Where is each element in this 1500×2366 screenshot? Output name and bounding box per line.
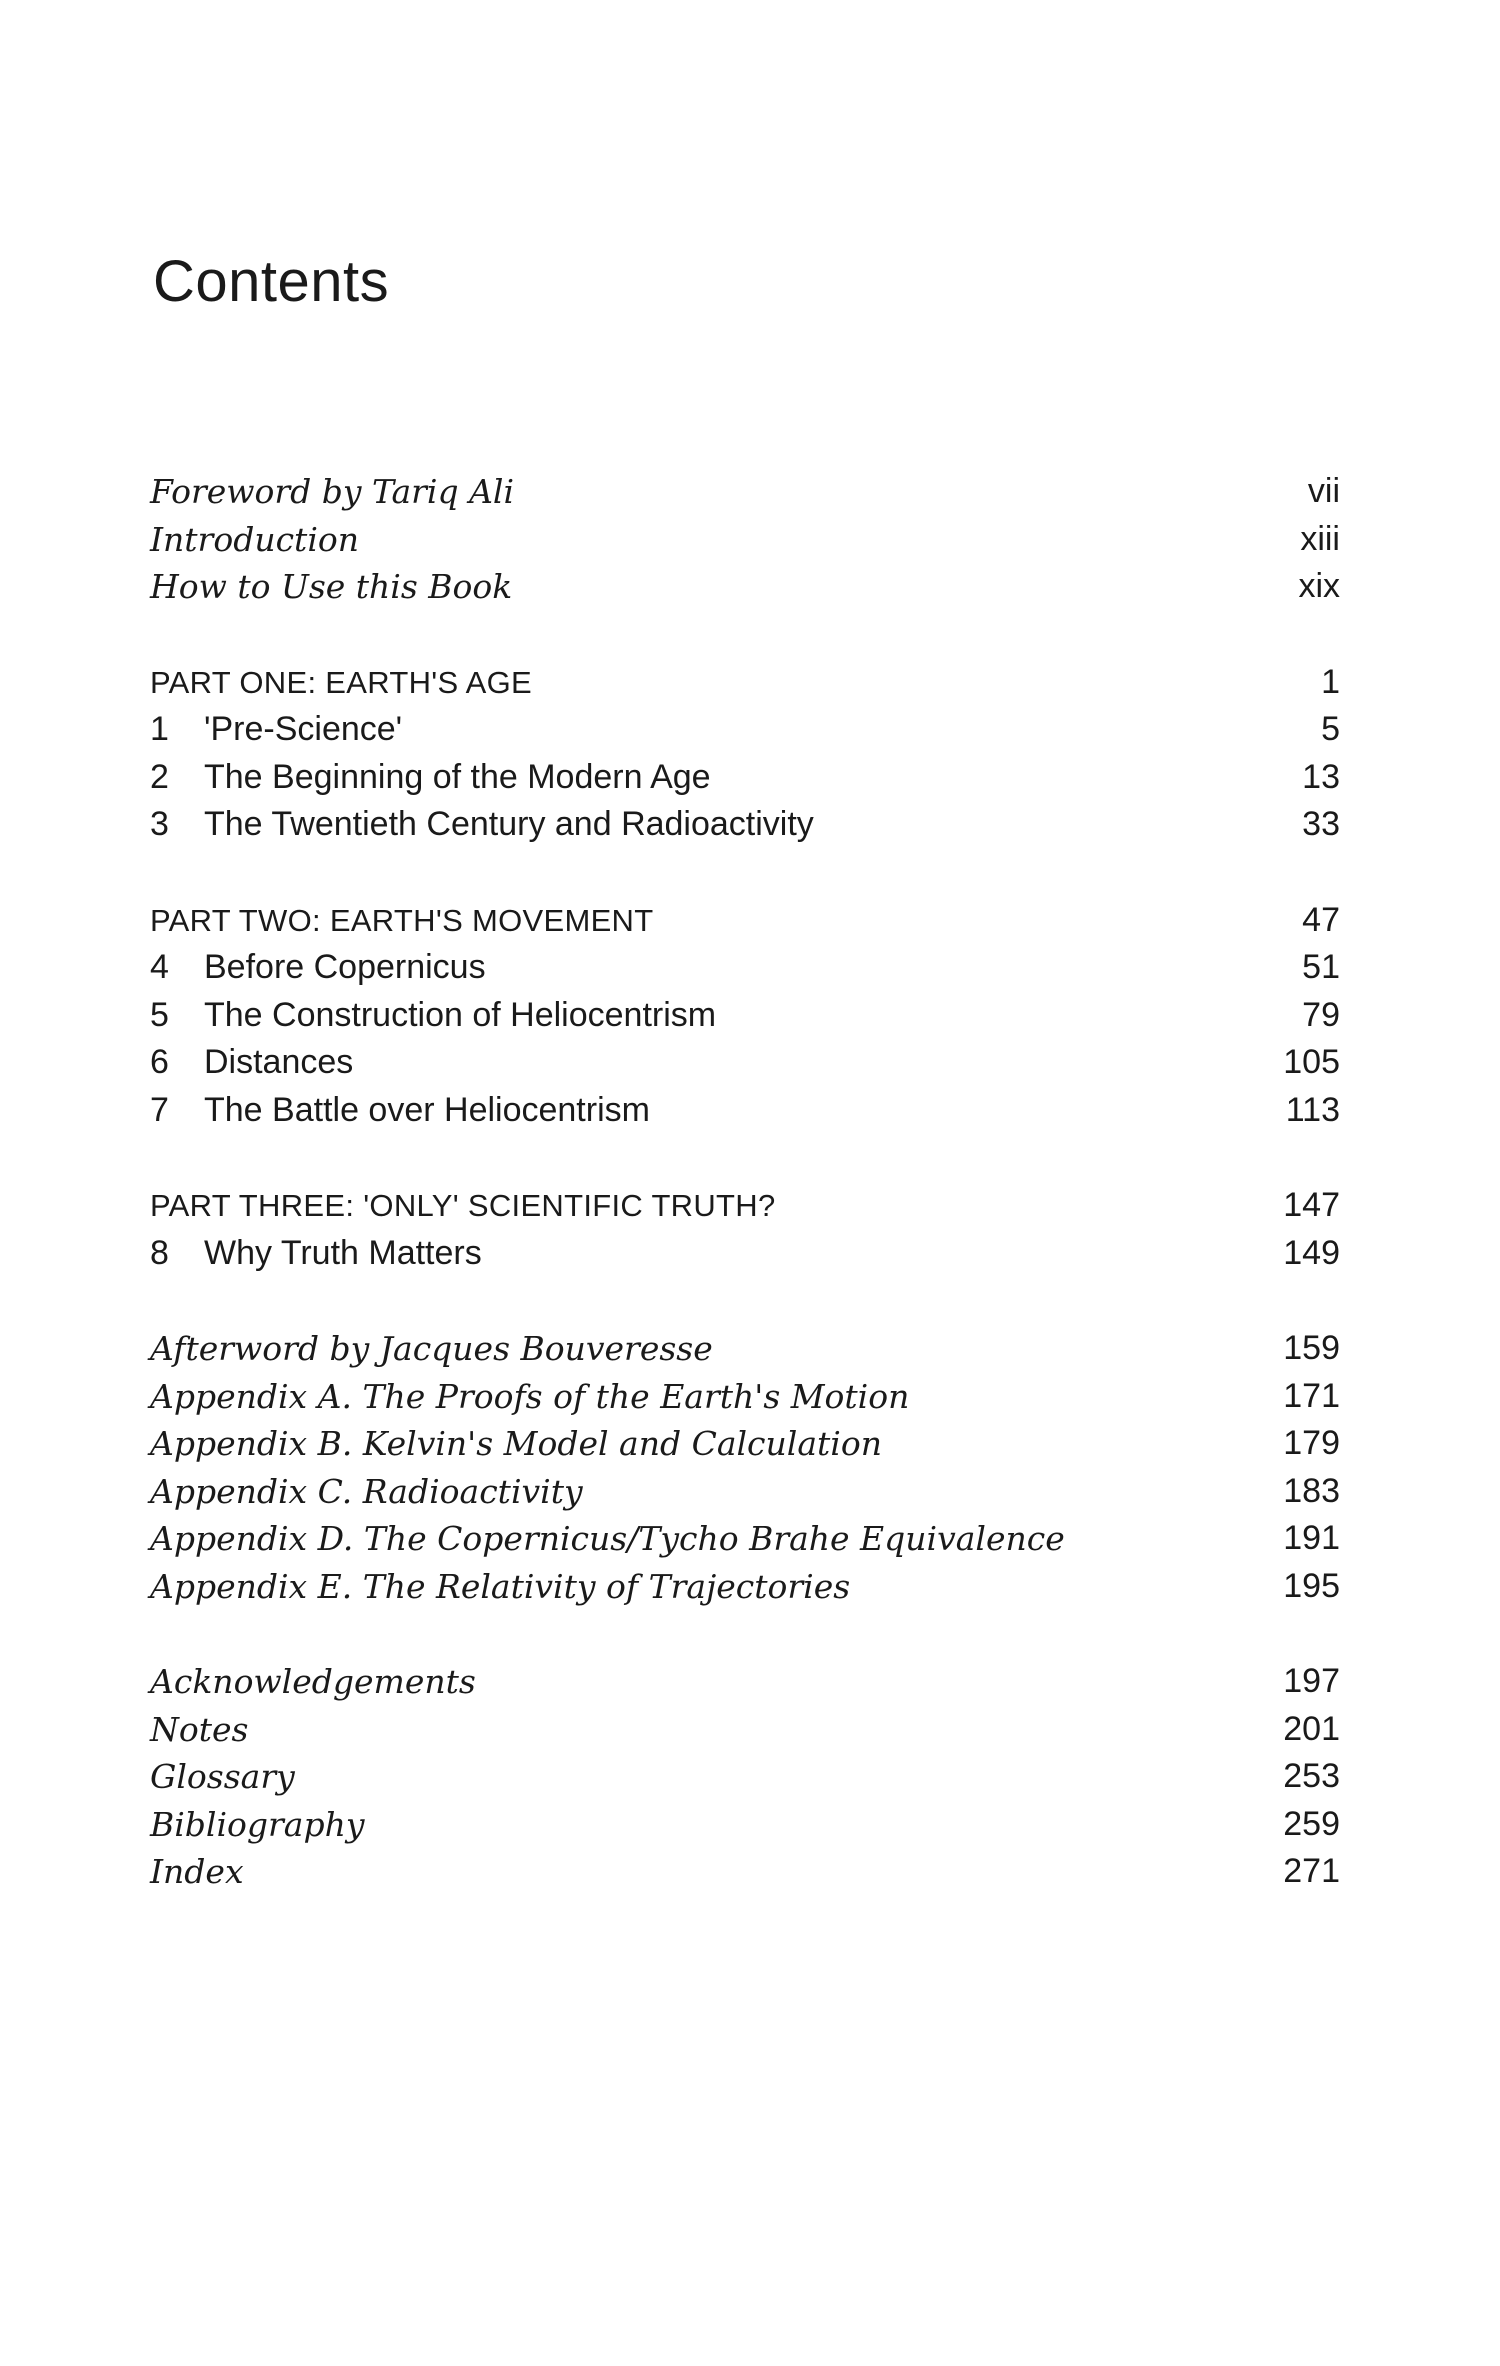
toc-entry-label: Index <box>150 1852 244 1891</box>
chapter-number: 1 <box>150 710 169 748</box>
toc-part-heading <box>150 1182 1340 1230</box>
toc-entry <box>150 563 1340 611</box>
chapter-number: 8 <box>150 1233 169 1272</box>
toc-entry <box>150 706 1340 754</box>
toc-entry-title <box>150 1468 583 1516</box>
page-number: 197 <box>1283 1662 1340 1700</box>
toc-entry-title <box>150 1230 482 1278</box>
page-number: 13 <box>1302 757 1340 796</box>
toc-entry <box>150 801 1340 849</box>
toc-part-heading <box>150 897 1340 945</box>
page-number: 5 <box>1321 710 1340 748</box>
chapter-number: 5 <box>150 995 169 1034</box>
toc-entry-title <box>150 944 486 992</box>
chapter-number: 6 <box>150 1043 169 1081</box>
page-title: Contents <box>153 249 390 314</box>
toc-entry <box>150 944 1340 992</box>
toc-entry-title <box>150 897 653 945</box>
toc-entry-title <box>150 1420 882 1468</box>
toc-entry-label: PART TWO: EARTH'S MOVEMENT <box>150 902 654 938</box>
toc-entry-label: Introduction <box>150 519 359 559</box>
toc-entry <box>150 1325 1340 1373</box>
toc-entry-title <box>150 1515 1065 1563</box>
page-number: 105 <box>1283 1043 1340 1081</box>
toc-entry-label: Appendix E. The Relativity of Trajectories <box>150 1566 851 1606</box>
toc-entry-title <box>150 516 359 564</box>
page-number: 1 <box>1321 662 1340 701</box>
chapter-number: 4 <box>150 948 169 986</box>
toc-entry-title <box>150 1706 248 1754</box>
toc-entry-label: The Twentieth Century and Radioactivity <box>204 805 814 843</box>
page-number: 183 <box>1283 1471 1340 1510</box>
page-number: 79 <box>1302 995 1340 1034</box>
page-number: 179 <box>1283 1424 1340 1462</box>
page-number: 195 <box>1283 1566 1340 1605</box>
toc-entry <box>150 992 1340 1040</box>
toc-entry <box>150 1706 1340 1754</box>
toc-entry-title <box>150 1325 713 1373</box>
toc-entry-label: Afterword by Jacques Bouveresse <box>150 1329 713 1368</box>
toc-entry <box>150 516 1340 564</box>
toc-entry <box>150 468 1340 516</box>
page-number: vii <box>1307 472 1340 510</box>
toc-entry-title <box>150 1753 295 1801</box>
toc-section <box>150 1325 1340 1610</box>
page-number: 159 <box>1283 1329 1340 1367</box>
toc-entry-label: Appendix A. The Proofs of the Earth's Motion <box>150 1376 910 1416</box>
toc-entry-label: PART THREE: 'ONLY' SCIENTIFIC TRUTH? <box>150 1188 776 1223</box>
toc-entry-label: Why Truth Matters <box>204 1233 482 1272</box>
toc-entry <box>150 1087 1340 1135</box>
toc-entry <box>150 1420 1340 1468</box>
toc-entry <box>150 1468 1340 1516</box>
page-number: 51 <box>1302 948 1340 986</box>
toc-entry-title <box>150 1658 476 1706</box>
toc-entry-title <box>150 468 514 516</box>
toc-entry-label: Glossary <box>150 1757 295 1796</box>
toc-entry-label: Distances <box>204 1043 354 1081</box>
page-number: 171 <box>1283 1376 1340 1415</box>
toc-entry-title <box>150 992 716 1040</box>
page-number: 33 <box>1302 805 1340 843</box>
toc-entry-label: Bibliography <box>150 1804 365 1844</box>
toc-entry-title <box>150 1848 244 1896</box>
toc-entry <box>150 1801 1340 1849</box>
toc-section <box>150 897 1340 1135</box>
toc-entry-label: Foreword by Tariq Ali <box>150 472 515 511</box>
toc-entry-label: 'Pre-Science' <box>204 710 403 748</box>
page-number: xix <box>1298 567 1340 605</box>
toc-entry-title <box>150 563 512 611</box>
toc-entry-label: Appendix B. Kelvin's Model and Calculation <box>150 1424 882 1463</box>
chapter-number: 3 <box>150 805 169 843</box>
toc-entry-label: The Construction of Heliocentrism <box>204 995 717 1034</box>
page-number: 191 <box>1283 1519 1340 1557</box>
table-of-contents <box>150 468 1340 1944</box>
toc-entry <box>150 1658 1340 1706</box>
toc-entry-label: Appendix C. Radioactivity <box>150 1471 583 1511</box>
page-number: 47 <box>1302 900 1340 939</box>
toc-entry-label: PART ONE: EARTH'S AGE <box>150 664 533 700</box>
toc-part-heading <box>150 659 1340 707</box>
page-number: 113 <box>1285 1090 1340 1129</box>
toc-entry-label: The Battle over Heliocentrism <box>204 1090 650 1129</box>
chapter-number: 7 <box>150 1090 169 1129</box>
toc-entry-label: How to Use this Book <box>150 567 513 606</box>
page-number: 147 <box>1283 1186 1340 1224</box>
chapter-number: 2 <box>150 757 169 796</box>
toc-entry-title <box>150 1373 909 1421</box>
page-number: 253 <box>1283 1757 1340 1795</box>
toc-entry-title <box>150 1801 365 1849</box>
toc-section <box>150 1658 1340 1896</box>
page-number: 271 <box>1283 1852 1340 1890</box>
toc-entry <box>150 1753 1340 1801</box>
toc-entry-label: Appendix D. The Copernicus/Tycho Brahe Equivalence <box>150 1519 1065 1558</box>
toc-entry-title <box>150 706 402 754</box>
toc-entry-title <box>150 1563 850 1611</box>
toc-entry <box>150 1230 1340 1278</box>
toc-entry-title <box>150 801 814 849</box>
toc-section <box>150 1182 1340 1277</box>
toc-section <box>150 659 1340 849</box>
toc-entry-title <box>150 754 711 802</box>
toc-entry-title <box>150 1087 650 1135</box>
toc-entry <box>150 1515 1340 1563</box>
toc-entry <box>150 1563 1340 1611</box>
page-number: 259 <box>1283 1804 1340 1843</box>
toc-entry-title <box>150 1182 776 1230</box>
page-number: 201 <box>1283 1709 1340 1748</box>
toc-entry <box>150 754 1340 802</box>
toc-section <box>150 468 1340 611</box>
toc-entry-title <box>150 1039 353 1087</box>
toc-entry <box>150 1373 1340 1421</box>
toc-entry <box>150 1039 1340 1087</box>
page-number: 149 <box>1283 1233 1340 1272</box>
toc-entry <box>150 1848 1340 1896</box>
toc-entry-title <box>150 659 532 707</box>
page-number: xiii <box>1300 519 1340 558</box>
toc-entry-label: The Beginning of the Modern Age <box>204 757 711 796</box>
toc-entry-label: Acknowledgements <box>150 1662 476 1701</box>
toc-entry-label: Before Copernicus <box>204 948 486 986</box>
toc-entry-label: Notes <box>150 1709 249 1749</box>
